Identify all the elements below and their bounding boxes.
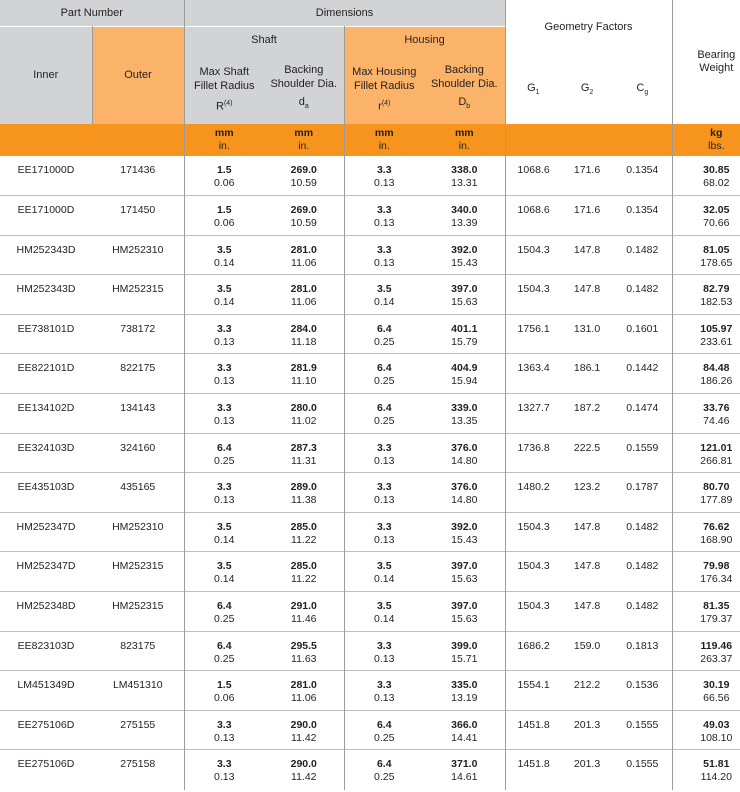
shaft-fillet-radius-cell: 3.5 0.14	[184, 552, 264, 592]
cg-cell: 0.1601	[613, 314, 672, 354]
cg-cell: 0.1559	[613, 433, 672, 473]
shaft-fillet-radius-cell: 3.3 0.13	[184, 314, 264, 354]
housing-fillet-radius-cell: 3.3 0.13	[344, 235, 424, 275]
bearing-weight-line2: Weight	[699, 62, 734, 74]
inner-part-cell: EE275106D	[0, 710, 92, 750]
table-row	[0, 631, 740, 671]
outer-part-cell: HM252315	[92, 552, 184, 592]
inner-part-cell: HM252348D	[0, 592, 92, 632]
housing-backing-dia-cell: 376.0 14.80	[424, 473, 505, 513]
housing-backing-dia-cell: 399.0 15.71	[424, 631, 505, 671]
housing-backing-dia-cell: 392.0 15.43	[424, 512, 505, 552]
weight-cell: 84.48 186.26	[672, 354, 740, 394]
housing-backing-dia-cell: 401.1 15.79	[424, 314, 505, 354]
housing-backing-dia-cell: 335.0 13.19	[424, 671, 505, 711]
inner-part-cell: EE171000D	[0, 196, 92, 236]
housing-fillet-radius-cell: 3.3 0.13	[344, 671, 424, 711]
inner-part-cell: EE435103D	[0, 473, 92, 513]
housing-backing-dia-cell: 339.0 13.35	[424, 394, 505, 434]
g2-cell: 222.5	[561, 433, 613, 473]
g2-cell: 147.8	[561, 552, 613, 592]
inner-part-cell: EE822101D	[0, 354, 92, 394]
outer-part-cell: 171450	[92, 196, 184, 236]
g2-cell: 131.0	[561, 314, 613, 354]
g1-cell: 1068.6	[517, 164, 550, 176]
shaft-backing-dia-cell: 285.0 11.22	[264, 552, 344, 592]
table-row	[0, 196, 740, 236]
weight-cell: 49.03 108.10	[672, 710, 740, 750]
cg-cell: 0.1482	[613, 512, 672, 552]
table-row	[0, 592, 740, 632]
housing-fillet-radius-cell: 3.5 0.14	[344, 592, 424, 632]
housing-backing-dia-cell: 340.0 13.39	[424, 196, 505, 236]
max-shaft-fillet-header: Max Shaft Fillet Radius $R^{(4)}$	[184, 54, 264, 124]
outer-part-cell: HM252310	[92, 512, 184, 552]
weight-cell: 33.76 74.46	[672, 394, 740, 434]
g1-cell: 1327.7	[505, 394, 561, 434]
unit-cell: mm in.	[424, 124, 505, 156]
unit-cell: mm in.	[184, 124, 264, 156]
outer-part-cell: 275158	[92, 750, 184, 790]
outer-part-cell: 324160	[92, 433, 184, 473]
shaft-backing-dia-cell: 289.0 11.38	[264, 473, 344, 513]
shaft-backing-dia-cell: 281.0 11.06	[264, 275, 344, 315]
part-number-header: Part Number	[0, 0, 184, 26]
g1-cell: 1480.2	[505, 473, 561, 513]
housing-backing-dia-cell: 404.9 15.94	[424, 354, 505, 394]
shaft-backing-dia-cell: 281.0 11.06	[264, 671, 344, 711]
bearing-weight-header	[672, 0, 740, 124]
cg-cell: 0.1482	[613, 235, 672, 275]
g1-cell: 1504.3	[505, 592, 561, 632]
outer-part-cell: 275155	[92, 710, 184, 750]
inner-header: Inner	[0, 26, 92, 124]
inner-part-cell: EE171000D	[17, 164, 75, 176]
housing-fillet-radius-cell: 3.5 0.14	[344, 552, 424, 592]
shaft-backing-dia-cell: 290.0 11.42	[264, 750, 344, 790]
g2-cell: 171.6	[573, 164, 601, 176]
table-row	[0, 235, 740, 275]
weight-cell: 105.97 233.61	[672, 314, 740, 354]
outer-part-cell: 822175	[92, 354, 184, 394]
table-row	[0, 710, 740, 750]
housing-fillet-radius-cell: 6.4 0.25	[344, 710, 424, 750]
housing-fillet-radius-cell: 3.3 0.13	[374, 164, 395, 189]
housing-fillet-radius-cell: 3.3 0.13	[344, 473, 424, 513]
g2-cell: 187.2	[561, 394, 613, 434]
units-row	[0, 124, 740, 156]
unit-cell: mm in.	[264, 124, 344, 156]
shaft-fillet-radius-cell: 6.4 0.25	[184, 433, 264, 473]
weight-cell: 76.62 168.90	[672, 512, 740, 552]
shaft-fillet-radius-cell: 3.3 0.13	[184, 394, 264, 434]
shaft-fillet-radius-cell: 3.3 0.13	[184, 473, 264, 513]
housing-fillet-radius-cell: 3.3 0.13	[344, 433, 424, 473]
inner-part-cell: HM252347D	[0, 552, 92, 592]
g1-cell: 1686.2	[505, 631, 561, 671]
g1-cell: 1736.8	[505, 433, 561, 473]
weight-cell: 30.19 66.56	[672, 671, 740, 711]
shaft-backing-dia-cell: 295.5 11.63	[264, 631, 344, 671]
housing-backing-dia-cell: 392.0 15.43	[424, 235, 505, 275]
table-row	[0, 512, 740, 552]
outer-part-cell: HM252315	[92, 592, 184, 632]
cg-cell: 0.1442	[613, 354, 672, 394]
g1-cell: 1504.3	[505, 512, 561, 552]
shaft-fillet-radius-cell: 1.5 0.06	[214, 164, 235, 189]
weight-cell: 81.05 178.65	[672, 235, 740, 275]
outer-part-cell: 738172	[92, 314, 184, 354]
housing-fillet-radius-cell: 3.5 0.14	[344, 275, 424, 315]
g2-cell: 147.8	[561, 512, 613, 552]
shaft-fillet-radius-cell: 3.5 0.14	[184, 235, 264, 275]
outer-part-cell: LM451310	[92, 671, 184, 711]
unit-cell: mm in.	[344, 124, 424, 156]
table-row	[0, 433, 740, 473]
table-row	[0, 552, 740, 592]
g1-cell: 1504.3	[505, 235, 561, 275]
shaft-fillet-radius-cell: 3.3 0.13	[184, 710, 264, 750]
shaft-fillet-radius-cell: 3.5 0.14	[184, 275, 264, 315]
table-row	[0, 156, 740, 196]
weight-cell: 82.79 182.53	[672, 275, 740, 315]
shaft-backing-dia-cell: 269.0 10.59	[264, 156, 344, 196]
table-row	[0, 275, 740, 315]
weight-cell: 51.81 114.20	[672, 750, 740, 790]
g1-cell: 1451.8	[505, 750, 561, 790]
g1-cell: 1363.4	[505, 354, 561, 394]
housing-fillet-radius-cell: 6.4 0.25	[344, 354, 424, 394]
g2-cell: 147.8	[561, 275, 613, 315]
housing-backing-dia-cell: 397.0 15.63	[424, 552, 505, 592]
outer-part-cell: 435165	[92, 473, 184, 513]
cg-header: $C_g$	[613, 54, 672, 124]
housing-fillet-radius-cell: 3.3 0.13	[344, 631, 424, 671]
backing-housing-shoulder-header: Backing Shoulder Dia. $D_b$	[424, 54, 505, 124]
shaft-header: Shaft	[184, 26, 344, 54]
weight-cell: 119.46 263.37	[672, 631, 740, 671]
outer-part-cell: 823175	[92, 631, 184, 671]
geometry-factors-header: Geometry Factors	[505, 0, 672, 54]
g1-cell: 1451.8	[505, 710, 561, 750]
cg-cell: 0.1555	[613, 710, 672, 750]
inner-part-cell: EE823103D	[0, 631, 92, 671]
g2-cell: 171.6	[561, 196, 613, 236]
housing-fillet-radius-cell: 6.4 0.25	[344, 750, 424, 790]
weight-cell: 80.70 177.89	[672, 473, 740, 513]
inner-part-cell: EE738101D	[0, 314, 92, 354]
table-row	[0, 671, 740, 711]
shaft-backing-dia-cell: 281.0 11.06	[264, 235, 344, 275]
cg-cell: 0.1482	[613, 552, 672, 592]
cg-cell: 0.1354	[613, 156, 672, 196]
shaft-backing-dia-cell: 284.0 11.18	[264, 314, 344, 354]
housing-fillet-radius-cell: 6.4 0.25	[344, 314, 424, 354]
g1-cell: 1756.1	[505, 314, 561, 354]
housing-backing-dia-cell: 338.0 13.31	[424, 156, 505, 196]
housing-backing-dia-cell: 397.0 15.63	[424, 592, 505, 632]
g2-cell: 147.8	[561, 592, 613, 632]
table-row	[0, 750, 740, 790]
housing-backing-dia-cell: 366.0 14.41	[424, 710, 505, 750]
shaft-backing-dia-cell: 287.3 11.31	[264, 433, 344, 473]
shaft-backing-dia-cell: 280.0 11.02	[264, 394, 344, 434]
cg-cell: 0.1474	[613, 394, 672, 434]
inner-part-cell: LM451349D	[0, 671, 92, 711]
shaft-fillet-radius-cell: 3.3 0.13	[184, 750, 264, 790]
shaft-backing-dia-cell: 269.0 10.59	[264, 196, 344, 236]
cg-cell: 0.1536	[613, 671, 672, 711]
outer-part-cell: 134143	[92, 394, 184, 434]
inner-part-cell: HM252343D	[0, 275, 92, 315]
shaft-fillet-radius-cell: 3.3 0.13	[184, 354, 264, 394]
shaft-fillet-radius-cell: 3.5 0.14	[184, 512, 264, 552]
housing-backing-dia-cell: 371.0 14.61	[424, 750, 505, 790]
outer-part-cell: 171436	[92, 156, 184, 196]
outer-header: Outer	[92, 26, 184, 124]
g2-cell: 186.1	[561, 354, 613, 394]
backing-shaft-shoulder-header: Backing Shoulder Dia. $d_a$	[264, 54, 344, 124]
cg-cell: 0.1354	[613, 196, 672, 236]
cg-cell: 0.1482	[613, 592, 672, 632]
g1-cell: 1504.3	[505, 275, 561, 315]
housing-fillet-radius-cell: 3.3 0.13	[344, 196, 424, 236]
dimensions-header: Dimensions	[184, 0, 505, 26]
weight-cell: 30.85 68.02	[703, 164, 730, 189]
table-body	[0, 156, 740, 790]
table-row	[0, 354, 740, 394]
inner-part-cell: EE134102D	[0, 394, 92, 434]
cg-cell: 0.1813	[613, 631, 672, 671]
weight-cell: 121.01 266.81	[672, 433, 740, 473]
weight-cell: 79.98 176.34	[672, 552, 740, 592]
g1-cell: 1068.6	[505, 196, 561, 236]
housing-backing-dia-cell: 376.0 14.80	[424, 433, 505, 473]
shaft-backing-dia-cell: 281.9 11.10	[264, 354, 344, 394]
cg-cell: 0.1555	[613, 750, 672, 790]
housing-backing-dia-cell: 397.0 15.63	[424, 275, 505, 315]
shaft-backing-dia-cell: 290.0 11.42	[264, 710, 344, 750]
shaft-fillet-radius-cell: 1.5 0.06	[184, 196, 264, 236]
outer-part-cell: HM252315	[92, 275, 184, 315]
outer-part-cell: HM252310	[92, 235, 184, 275]
unit-cell: kg lbs.	[672, 124, 740, 156]
g2-header: $G_2$	[561, 54, 613, 124]
table-row	[0, 394, 740, 434]
shaft-backing-dia-cell: 291.0 11.46	[264, 592, 344, 632]
g2-cell: 147.8	[561, 235, 613, 275]
bearing-weight-line1: Bearing	[697, 49, 736, 61]
g1-cell: 1504.3	[505, 552, 561, 592]
table-row	[0, 314, 740, 354]
housing-fillet-radius-cell: 6.4 0.25	[344, 394, 424, 434]
shaft-fillet-radius-cell: 6.4 0.25	[184, 592, 264, 632]
cg-cell: 0.1787	[613, 473, 672, 513]
inner-part-cell: EE275106D	[0, 750, 92, 790]
max-housing-fillet-header: Max Housing Fillet Radius $r^{(4)}$	[344, 54, 424, 124]
weight-cell: 81.35 179.37	[672, 592, 740, 632]
inner-part-cell: HM252347D	[0, 512, 92, 552]
cg-cell: 0.1482	[613, 275, 672, 315]
shaft-backing-dia-cell: 285.0 11.22	[264, 512, 344, 552]
g1-header: $G_1$	[505, 54, 561, 124]
inner-part-cell: HM252343D	[0, 235, 92, 275]
table-row	[0, 473, 740, 513]
housing-fillet-radius-cell: 3.3 0.13	[344, 512, 424, 552]
g2-cell: 201.3	[561, 710, 613, 750]
shaft-fillet-radius-cell: 1.5 0.06	[184, 671, 264, 711]
g2-cell: 123.2	[561, 473, 613, 513]
shaft-fillet-radius-cell: 6.4 0.25	[184, 631, 264, 671]
g2-cell: 201.3	[561, 750, 613, 790]
inner-part-cell: EE324103D	[0, 433, 92, 473]
g2-cell: 159.0	[561, 631, 613, 671]
weight-cell: 32.05 70.66	[672, 196, 740, 236]
g2-cell: 212.2	[561, 671, 613, 711]
g1-cell: 1554.1	[505, 671, 561, 711]
housing-header: Housing	[344, 26, 505, 54]
